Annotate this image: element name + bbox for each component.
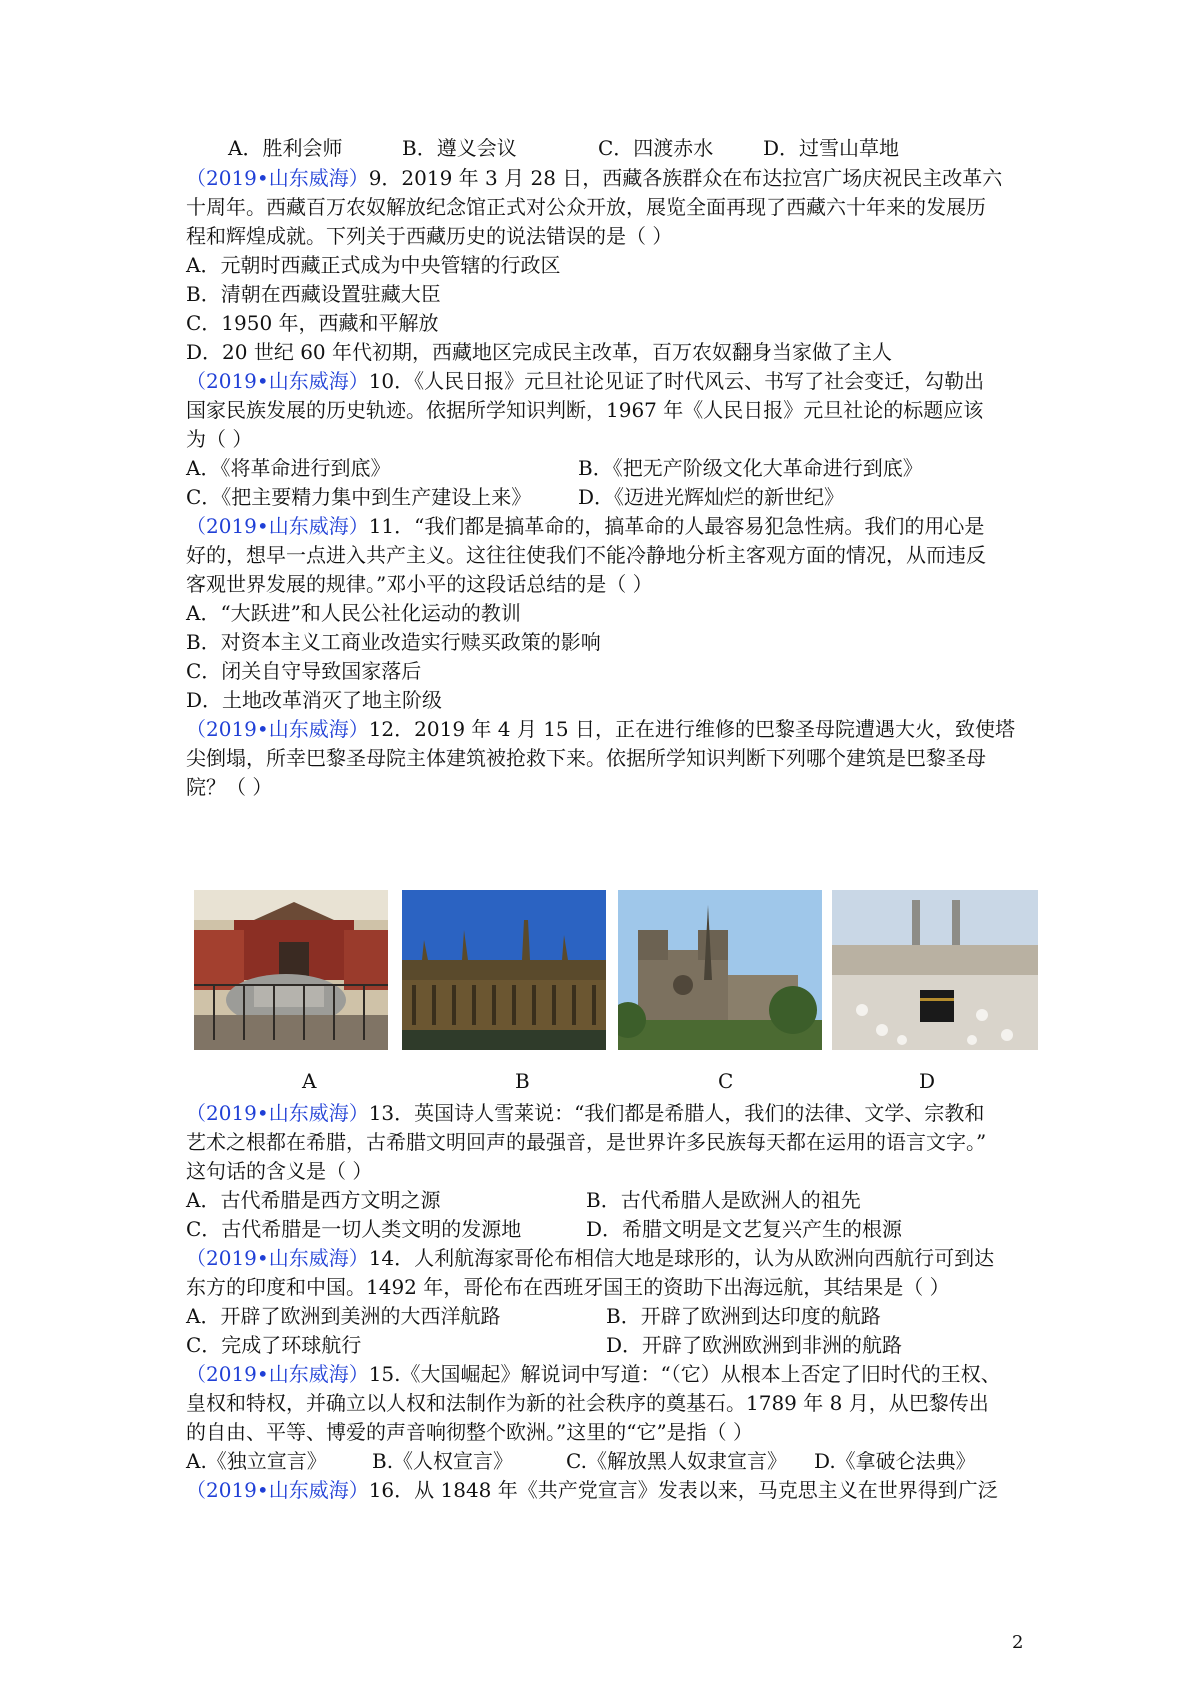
question-source: （2019•山东威海）	[186, 1362, 369, 1386]
q9-option-c: C．1950 年，西藏和平解放	[186, 311, 439, 335]
question-source: （2019•山东威海）	[186, 1246, 369, 1270]
photo-b-parliament	[402, 890, 606, 1050]
question-source: （2019•山东威海）	[186, 1478, 369, 1502]
q8-option-b: B．遵义会议	[402, 136, 517, 160]
q15-line-1: （2019•山东威海）15.《大国崛起》解说词中写道：“（它）从根本上否定了旧时代的王权、	[186, 1362, 1001, 1386]
q11-line-2: 好的，想早一点进入共产主义。这往往使我们不能冷静地分析主客观方面的情况，从而违反	[186, 543, 986, 567]
photo-a-temple	[194, 890, 388, 1050]
q16-line-1: （2019•山东威海）16．从 1848 年《共产党宣言》发表以来，马克思主义在世界得到广泛	[186, 1478, 998, 1502]
question-source: （2019•山东威海）	[186, 1101, 369, 1125]
question-source: （2019•山东威海）	[186, 514, 369, 538]
q8-option-d: D．过雪山草地	[763, 136, 900, 160]
q9-line-3: 程和辉煌成就。下列关于西藏历史的说法错误的是（ ）	[186, 224, 673, 248]
q13-line-3: 这句话的含义是（ ）	[186, 1159, 373, 1183]
q10-line-1: （2019•山东威海）10．《人民日报》元旦社论见证了时代风云、书写了社会变迁，勾勒出	[186, 369, 985, 393]
q15-option-b: B.《人权宣言》	[372, 1449, 514, 1473]
q10-option-d: D．《迈进光辉灿烂的新世纪》	[578, 485, 845, 509]
q15-line-2: 皇权和特权，并确立以人权和法制作为新的社会秩序的奠基石。1789 年 8 月，从巴黎传出	[186, 1391, 989, 1415]
q14-line-2: 东方的印度和中国。1492 年，哥伦布在西班牙国王的资助下出海远航，其结果是（ ）	[186, 1275, 950, 1299]
q14-option-c: C．完成了环球航行	[186, 1333, 362, 1357]
question-source: （2019•山东威海）	[186, 166, 369, 190]
q15-option-d: D.《拿破仑法典》	[814, 1449, 976, 1473]
q11-line-1: （2019•山东威海）11．“我们都是搞革命的，搞革命的人最容易犯急性病。我们的用心是	[186, 514, 985, 538]
photo-d-kaaba	[832, 890, 1038, 1050]
q9-option-d: D．20 世纪 60 年代初期，西藏地区完成民主改革，百万农奴翻身当家做了主人	[186, 340, 893, 364]
q11-option-d: D．土地改革消灭了地主阶级	[186, 688, 443, 712]
q14-option-d: D．开辟了欧洲欧洲到非洲的航路	[606, 1333, 903, 1357]
q10-line-2: 国家民族发展的历史轨迹。依据所学知识判断，1967 年《人民日报》元旦社论的标题应该	[186, 398, 984, 422]
q14-line-1: （2019•山东威海）14．人利航海家哥伦布相信大地是球形的，认为从欧洲向西航行可到达	[186, 1246, 995, 1270]
photo-label-b: B	[515, 1069, 530, 1093]
q13-option-c: C．古代希腊是一切人类文明的发源地	[186, 1217, 522, 1241]
q15-line-3: 的自由、平等、博爱的声音响彻整个欧洲。”这里的“它”是指（ ）	[186, 1420, 754, 1444]
q11-option-c: C．闭关自守导致国家落后	[186, 659, 422, 683]
q12-line-3: 院？（ ）	[186, 775, 273, 799]
q11-option-a: A．“大跃进”和人民公社化运动的教训	[186, 601, 521, 625]
q8-option-a: A．胜利会师	[228, 136, 343, 160]
q9-option-b: B．清朝在西藏设置驻藏大臣	[186, 282, 441, 306]
q9-line-1: （2019•山东威海）9．2019 年 3 月 28 日，西藏各族群众在布达拉宫广场庆祝民主改革六	[186, 166, 1003, 190]
q10-option-c: C．《把主要精力集中到生产建设上来》	[186, 485, 532, 509]
question-source: （2019•山东威海）	[186, 717, 369, 741]
page-number: 2	[1012, 1632, 1024, 1653]
q11-option-b: B．对资本主义工商业改造实行赎买政策的影响	[186, 630, 601, 654]
q13-line-2: 艺术之根都在希腊，古希腊文明回声的最强音，是世界许多民族每天都在运用的语言文字。”	[186, 1130, 987, 1154]
q10-line-3: 为（ ）	[186, 427, 253, 451]
q13-option-b: B．古代希腊人是欧洲人的祖先	[586, 1188, 861, 1212]
photo-label-d: D	[919, 1069, 936, 1093]
q10-option-a: A．《将革命进行到底》	[186, 456, 391, 480]
q13-option-a: A．古代希腊是西方文明之源	[186, 1188, 441, 1212]
photo-label-a: A	[302, 1069, 317, 1093]
q14-option-b: B．开辟了欧洲到达印度的航路	[606, 1304, 881, 1328]
q10-option-b: B．《把无产阶级文化大革命进行到底》	[578, 456, 923, 480]
q13-option-d: D．希腊文明是文艺复兴产生的根源	[586, 1217, 903, 1241]
question-source: （2019•山东威海）	[186, 369, 369, 393]
q13-line-1: （2019•山东威海）13．英国诗人雪莱说：“我们都是希腊人，我们的法律、文学、宗教和	[186, 1101, 985, 1125]
q12-photo-row	[0, 890, 1200, 1070]
photo-label-c: C	[718, 1069, 734, 1093]
q12-line-1: （2019•山东威海）12．2019 年 4 月 15 日，正在进行维修的巴黎圣母院遭遇大火，致使塔	[186, 717, 1016, 741]
q11-line-3: 客观世界发展的规律。”邓小平的这段话总结的是（ ）	[186, 572, 653, 596]
q14-option-a: A．开辟了欧洲到美洲的大西洋航路	[186, 1304, 501, 1328]
photo-c-notre-dame	[618, 890, 822, 1050]
q12-line-2: 尖倒塌，所幸巴黎圣母院主体建筑被抢救下来。依据所学知识判断下列哪个建筑是巴黎圣母	[186, 746, 986, 770]
q9-line-2: 十周年。西藏百万农奴解放纪念馆正式对公众开放，展览全面再现了西藏六十年来的发展历	[186, 195, 986, 219]
q8-option-c: C．四渡赤水	[598, 136, 714, 160]
q15-option-c: C.《解放黑人奴隶宣言》	[566, 1449, 787, 1473]
q9-option-a: A．元朝时西藏正式成为中央管辖的行政区	[186, 253, 561, 277]
q15-option-a: A.《独立宣言》	[186, 1449, 327, 1473]
